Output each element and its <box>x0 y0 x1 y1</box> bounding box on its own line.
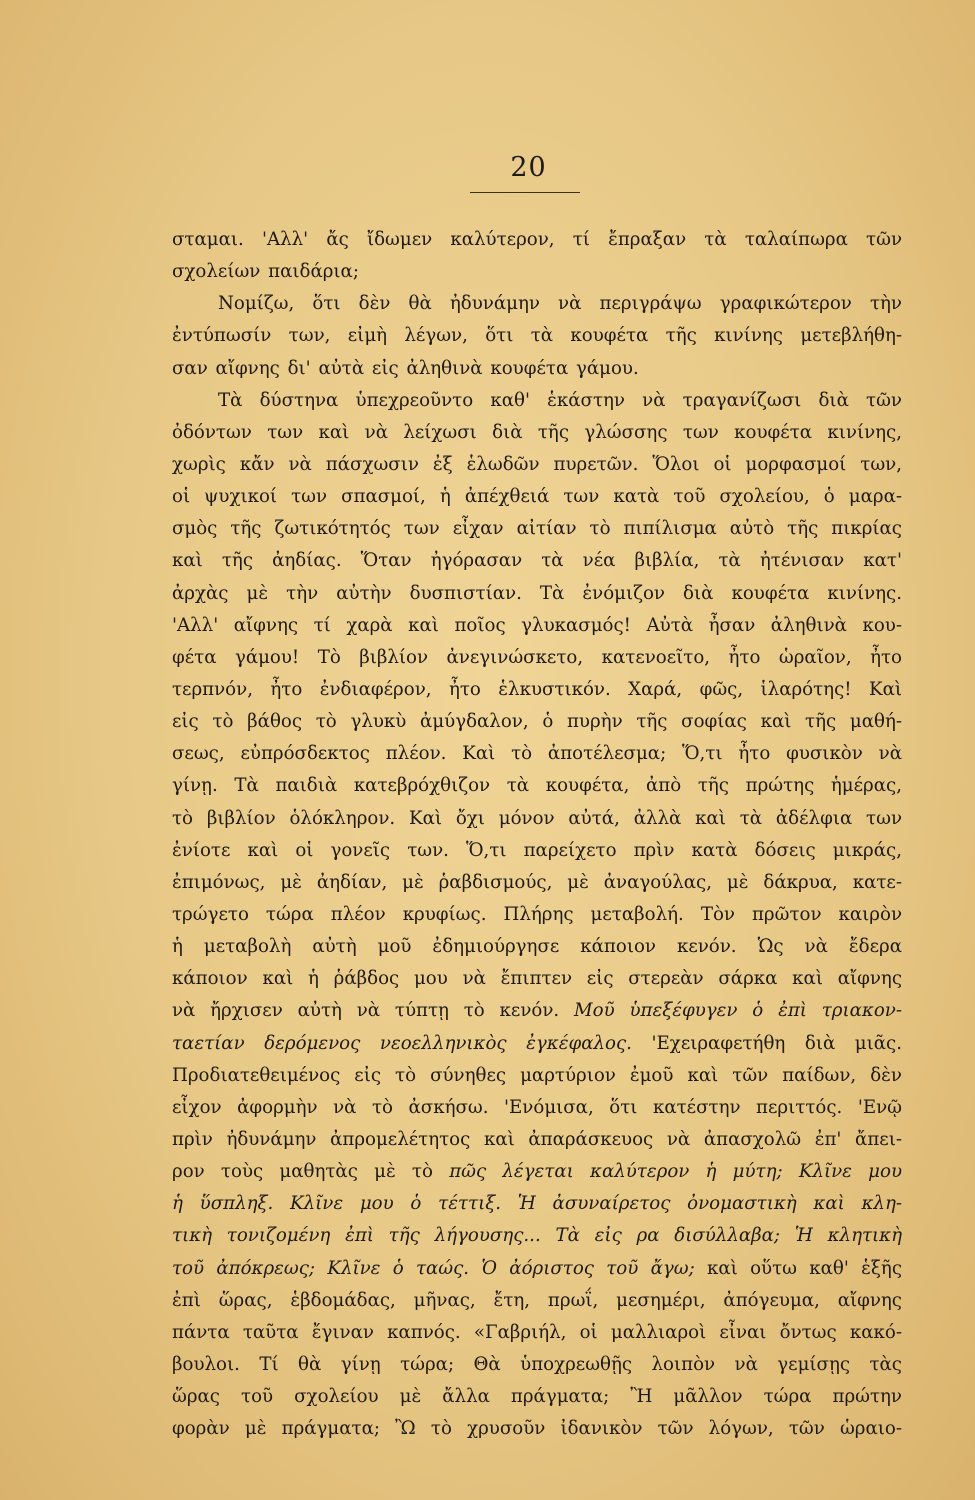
text-line <box>172 449 902 481</box>
text-line <box>172 1317 902 1349</box>
text-line <box>172 256 902 288</box>
text-segment: βουλοι. Τί θὰ γίνῃ τώρα; Θὰ ὑποχρεωθῇς λοιπὸν νὰ γεμίσῃς τὰς <box>172 1353 902 1375</box>
text-segment: ἐπιμόνως, μὲ ἀηδίαν, μὲ ῥαβδισμούς, μὲ ἀναγούλας, μὲ δάκρυα, κατε- <box>172 871 902 893</box>
text-line <box>172 545 902 577</box>
text-segment: Νομίζω, ὅτι δὲν θὰ ἠδυνάμην νὰ περιγράψω γραφικώτερον τὴν <box>218 293 902 315</box>
text-line <box>172 353 902 385</box>
text-line <box>172 803 902 835</box>
text-line <box>172 1188 902 1220</box>
text-line <box>172 385 902 417</box>
text-line <box>172 578 902 610</box>
text-line <box>172 899 902 931</box>
italic-segment: ἡ ὕσπληξ. Κλῖνε μου ὁ τέττιξ. Ἡ ἀσυναίρετος ὀνομαστικὴ καὶ κλη- <box>172 1193 902 1215</box>
text-line <box>172 1381 902 1413</box>
body-text <box>172 224 902 1445</box>
text-line <box>172 513 902 545</box>
text-segment: πάντα ταῦτα ἔγιναν καπνός. «Γαβριήλ, οἱ μαλλιαροὶ εἶναι ὄντως κακό- <box>172 1321 902 1343</box>
text-segment: καὶ τῆς ἀηδίας. Ὅταν ἠγόρασαν τὰ νέα βιβλία, τὰ ἠτένισαν κατ' <box>172 550 902 572</box>
text-segment: Τὰ δύστηνα ὑπεχρεοῦντο καθ' ἑκάστην νὰ τραγανίζωσι διὰ τῶν <box>218 389 902 411</box>
text-line <box>172 1285 902 1317</box>
text-segment: Προδιατεθειμένος εἰς τὸ σύνηθες μαρτύριον ἐμοῦ καὶ τῶν παίδων, δὲν <box>172 1064 902 1086</box>
text-line <box>172 1028 902 1060</box>
text-line <box>172 963 902 995</box>
text-line <box>172 1349 902 1381</box>
text-line <box>172 867 902 899</box>
italic-segment: πῶς λέγεται καλύτερον ἡ μύτη; Κλῖνε μου <box>449 1161 902 1183</box>
text-segment: ἡ μεταβολὴ αὐτὴ μοῦ ἐδημιούργησε κάποιον κενόν. Ὡς νὰ ἔδερα <box>172 936 902 958</box>
text-line <box>172 320 902 352</box>
text-line <box>172 674 902 706</box>
text-segment: καὶ οὕτω καθ' ἑξῆς <box>694 1257 903 1279</box>
text-segment: γίνῃ. Τὰ παιδιὰ κατεβρόχθιζον τὰ κουφέτα, ἀπὸ τῆς πρώτης ἡμέρας, <box>172 775 902 797</box>
text-line <box>172 1060 902 1092</box>
text-segment: ὀδόντων των καὶ νὰ λείχωσι διὰ τῆς γλώσσης των κουφέτα κινίνης, <box>172 421 902 443</box>
text-segment: ρον τοὺς μαθητὰς μὲ τὸ <box>172 1161 450 1183</box>
text-line <box>172 738 902 770</box>
text-segment: τὸ βιβλίον ὁλόκληρον. Καὶ ὄχι μόνον αὐτά, ἀλλὰ καὶ τὰ ἀδέλφια των <box>172 807 902 829</box>
text-segment: ἐνίοτε καὶ οἱ γονεῖς των. Ὅ,τι παρείχετο πρὶν κατὰ δόσεις μικράς, <box>172 839 902 861</box>
text-line <box>172 995 902 1027</box>
text-line <box>172 1220 902 1252</box>
italic-segment: Μοῦ ὑπεξέφυγεν ὁ ἐπὶ τριακον- <box>574 1000 902 1022</box>
text-line <box>172 1092 902 1124</box>
text-line <box>172 835 902 867</box>
text-segment: ὥρας τοῦ σχολείου μὲ ἄλλα πράγματα; Ἢ μᾶλλον τώρα πρώτην <box>172 1386 902 1408</box>
text-segment: σαν αἴφνης δι' αὐτὰ εἰς ἀληθινὰ κουφέτα γάμου. <box>172 357 639 379</box>
text-segment: κάποιον καὶ ἡ ῥάβδος μου νὰ ἔπιπτεν εἰς στερεὰν σάρκα καὶ αἴφνης <box>172 968 902 990</box>
text-line <box>172 706 902 738</box>
italic-segment: τοῦ ἀπόκρεως; Κλῖνε ὁ ταώς. Ὁ ἀόριστος τοῦ ἄγω; <box>172 1257 695 1279</box>
text-line <box>172 417 902 449</box>
text-segment: 'Αλλ' αἴφνης τί χαρὰ καὶ ποῖος γλυκασμός! Αὐτὰ ἦσαν ἀληθινὰ κου- <box>172 614 902 636</box>
text-segment: ἐπὶ ὥρας, ἑβδομάδας, μῆνας, ἔτη, πρωΐ, μεσημέρι, ἀπόγευμα, αἴφνης <box>172 1289 902 1311</box>
text-segment: σχολείων παιδάρια; <box>172 261 359 283</box>
italic-segment: τικὴ τονιζομένη ἐπὶ τῆς λήγουσης... Τὰ εἰς ρα δισύλλαβα; Ἡ κλητικὴ <box>172 1225 902 1247</box>
text-segment: τερπνόν, ἦτο ἐνδιαφέρον, ἦτο ἑλκυστικόν. Χαρά, φῶς, ἱλαρότης! Καὶ <box>172 678 902 700</box>
text-line <box>172 1124 902 1156</box>
text-segment: σεως, εὐπρόσδεκτος πλέον. Καὶ τὸ ἀποτέλεσμα; Ὅ,τι ἦτο φυσικὸν νὰ <box>172 743 902 765</box>
text-line <box>172 224 902 256</box>
text-segment: σταμαι. 'Αλλ' ἄς ἴδωμεν καλύτερον, τί ἔπραξαν τὰ ταλαίπωρα τῶν <box>172 229 902 250</box>
text-line <box>172 770 902 802</box>
text-segment: πρὶν ἠδυνάμην ἀπρομελέτητος καὶ ἀπαράσκευος νὰ ἀπασχολῶ ἐπ' ἄπει- <box>172 1128 902 1150</box>
text-line <box>172 481 902 513</box>
text-segment: φορὰν μὲ πράγματα; Ὢ τὸ χρυσοῦν ἰδανικὸν τῶν λόγων, τῶν ὡραιο- <box>172 1418 902 1440</box>
text-segment: σμὸς τῆς ζωτικότητός των εἶχαν αἰτίαν τὸ πιπίλισμα αὐτὸ τῆς πικρίας <box>172 518 902 540</box>
text-line <box>172 610 902 642</box>
text-segment: 'Εχειραφετήθη διὰ μιᾶς. <box>631 1032 902 1054</box>
text-segment: οἱ ψυχικοί των σπασμοί, ἡ ἀπέχθειά των κατὰ τοῦ σχολείου, ὁ μαρα- <box>172 486 902 508</box>
text-line <box>172 1253 902 1285</box>
text-segment: νὰ ἤρχισεν αὐτὴ νὰ τύπτῃ τὸ κενόν. <box>172 1000 575 1022</box>
text-line <box>172 1156 902 1188</box>
italic-segment: ταετίαν δερόμενος νεοελληνικὸς ἐγκέφαλος. <box>172 1032 632 1054</box>
text-line <box>172 642 902 674</box>
text-segment: εἶχον ἀφορμὴν νὰ τὸ ἀσκήσω. 'Ενόμισα, ὅτι κατέστην περιττός. 'Ενῷ <box>172 1096 902 1118</box>
text-segment: εἰς τὸ βάθος τὸ γλυκὺ ἀμύγδαλον, ὁ πυρὴν τῆς σοφίας καὶ τῆς μαθή- <box>172 711 902 733</box>
text-segment: ἀρχὰς μὲ τὴν αὐτὴν δυσπιστίαν. Τὰ ἐνόμιζον διὰ κουφέτα κινίνης. <box>172 582 902 604</box>
text-line <box>172 931 902 963</box>
text-segment: χωρὶς κἄν νὰ πάσχωσιν ἐξ ἑλωδῶν πυρετῶν. Ὅλοι οἱ μορφασμοί των, <box>172 453 902 475</box>
text-segment: τρώγετο τώρα πλέον κρυφίως. Πλήρης μεταβολή. Τὸν πρῶτον καιρὸν <box>172 903 902 925</box>
text-segment: φέτα γάμου! Τὸ βιβλίον ἀνεγινώσκετο, κατενοεῖτο, ἦτο ὡραῖον, ἦτο <box>172 646 902 668</box>
page-number: 20 <box>510 152 547 183</box>
header-rule <box>470 192 580 193</box>
text-line <box>172 288 902 320</box>
text-line <box>172 1413 902 1445</box>
text-segment: ἐντύπωσίν των, εἰμὴ λέγων, ὅτι τὰ κουφέτα τῆς κινίνης μετεβλήθη- <box>172 325 902 347</box>
